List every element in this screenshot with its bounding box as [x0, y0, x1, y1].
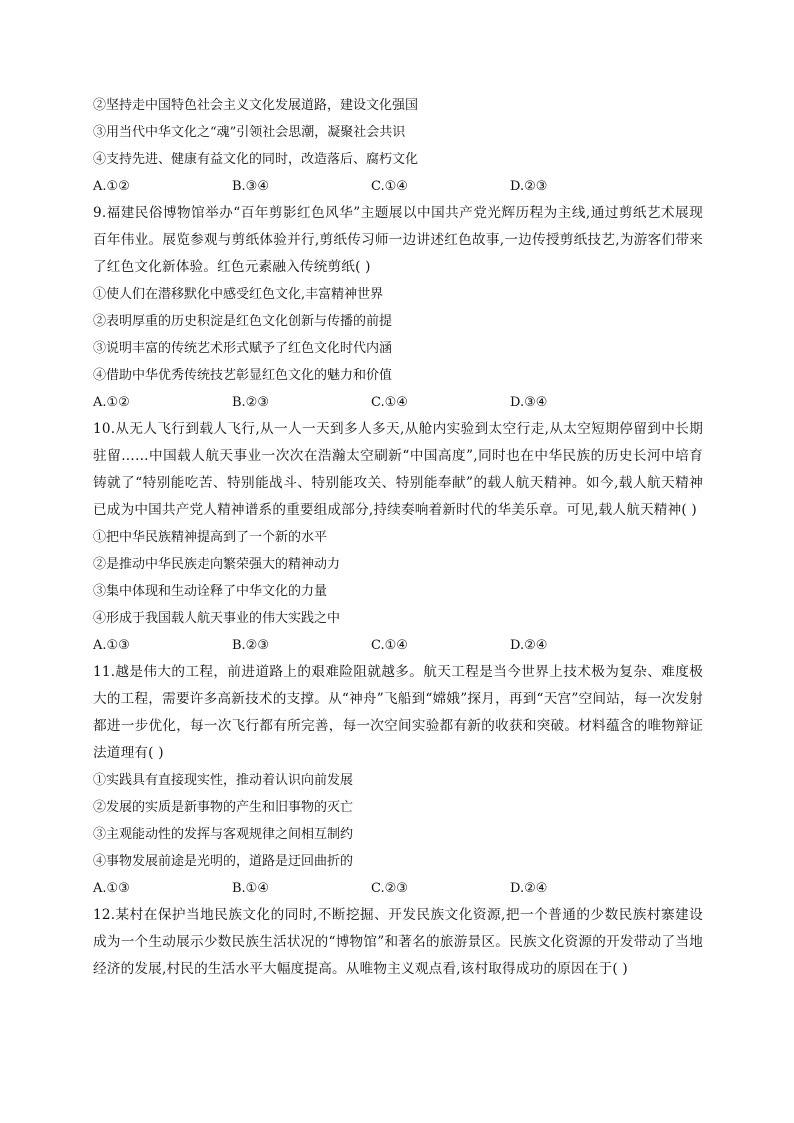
- q11-item-2: ②发展的实质是新事物的产生和旧事物的灭亡: [93, 800, 354, 815]
- q11-option-b: B.①④: [232, 881, 269, 896]
- q11-option-c: C.②③: [371, 881, 408, 896]
- q8-option-c: C.①④: [371, 179, 408, 194]
- q9-option-c: C.①④: [371, 395, 408, 410]
- q9-option-a: A.①②: [93, 395, 130, 410]
- q9-item-2: ②表明厚重的历史积淀是红色文化创新与传播的前提: [93, 314, 393, 329]
- question-10: [93, 416, 703, 659]
- q8-item-3: ③用当代中华文化之“魂”引领社会思潮，凝聚社会共识: [93, 125, 406, 140]
- question-9: [93, 200, 703, 416]
- question-8-continued: [93, 92, 703, 200]
- q9-item-3: ③说明丰富的传统艺术形式赋予了红色文化时代内涵: [93, 341, 393, 356]
- q11-stem: 11.越是伟大的工程，前进道路上的艰难险阻就越多。航天工程是当今世界上技术极为复杂、难度极大的工程，需要许多高新技术的支撑。从“神舟”飞船到“嫦娥”探月，再到“天宫”空间站，每一次发射都进一步优化，每一次飞行都有所完善，每一次空间实验都有新的收获和突破。材料蕴含的唯物辩证法道理有( ): [93, 664, 703, 761]
- q8-option-b: B.③④: [232, 179, 269, 194]
- q10-option-d: D.②④: [510, 638, 548, 653]
- q9-item-1: ①使人们在潜移默化中感受红色文化,丰富精神世界: [93, 287, 384, 302]
- q9-stem: 9.福建民俗博物馆举办“百年剪影红色风华”主题展以中国共产党光辉历程为主线,通过剪纸艺术展现百年伟业。展览参观与剪纸体验并行,剪纸传习师一边讲述红色故事,一边传授剪纸技艺,为游客们带来了红色文化新体验。红色元素融入传统剪纸( ): [93, 205, 703, 275]
- q8-option-d: D.②③: [510, 179, 548, 194]
- q8-options: [93, 173, 703, 200]
- q8-item-2: ②坚持走中国特色社会主义文化发展道路，建设文化强国: [93, 98, 419, 113]
- question-12: [93, 902, 703, 983]
- q9-option-d: D.③④: [510, 395, 548, 410]
- q10-stem: 10.从无人飞行到载人飞行,从一人一天到多人多天,从舱内实验到太空行走,从太空短期停留到中长期驻留……中国载人航天事业一次次在浩瀚太空刷新“中国高度”,同时也在中华民族的历史长河中培育铸就了“特别能吃苦、特别能战斗、特别能攻关、特别能奉献”的载人航天精神。如今,载人航天精神已成为中国共产党人精神谱系的重要组成部分,持续奏响着新时代的华美乐章。可见,载人航天精神( ): [93, 421, 703, 518]
- q9-item-4: ④借助中华优秀传统技艺彰显红色文化的魅力和价值: [93, 368, 393, 383]
- q8-option-a: A.①②: [93, 179, 130, 194]
- q10-option-a: A.①③: [93, 638, 130, 653]
- q9-option-b: B.②③: [232, 395, 269, 410]
- q11-option-d: D.②④: [510, 881, 548, 896]
- q10-item-2: ②是推动中华民族走向繁荣强大的精神动力: [93, 557, 341, 572]
- q9-options: [93, 389, 703, 416]
- q11-options: [93, 875, 703, 902]
- q12-stem: 12.某村在保护当地民族文化的同时,不断挖掘、开发民族文化资源,把一个普通的少数民族村寨建设成为一个生动展示少数民族生活状况的“博物馆”和著名的旅游景区。民族文化资源的开发带动了当地经济的发展,村民的生活水平大幅度提高。从唯物主义观点看,该村取得成功的原因在于( ): [93, 907, 703, 977]
- q11-item-1: ①实践具有直接现实性，推动着认识向前发展: [93, 773, 354, 788]
- q10-option-b: B.②③: [232, 638, 269, 653]
- q10-item-3: ③集中体现和生动诠释了中华文化的力量: [93, 584, 328, 599]
- q8-item-4: ④支持先进、健康有益文化的同时，改造落后、腐朽文化: [93, 152, 419, 167]
- q10-item-1: ①把中华民族精神提高到了一个新的水平: [93, 530, 328, 545]
- question-content: [93, 92, 703, 983]
- q11-item-4: ④事物发展前途是光明的，道路是迂回曲折的: [93, 854, 354, 869]
- q10-option-c: C.①④: [371, 638, 408, 653]
- question-11: [93, 659, 703, 902]
- q11-option-a: A.①③: [93, 881, 130, 896]
- q10-item-4: ④形成于我国载人航天事业的伟大实践之中: [93, 611, 341, 626]
- q10-options: [93, 632, 703, 659]
- q11-item-3: ③主观能动性的发挥与客观规律之间相互制约: [93, 827, 354, 842]
